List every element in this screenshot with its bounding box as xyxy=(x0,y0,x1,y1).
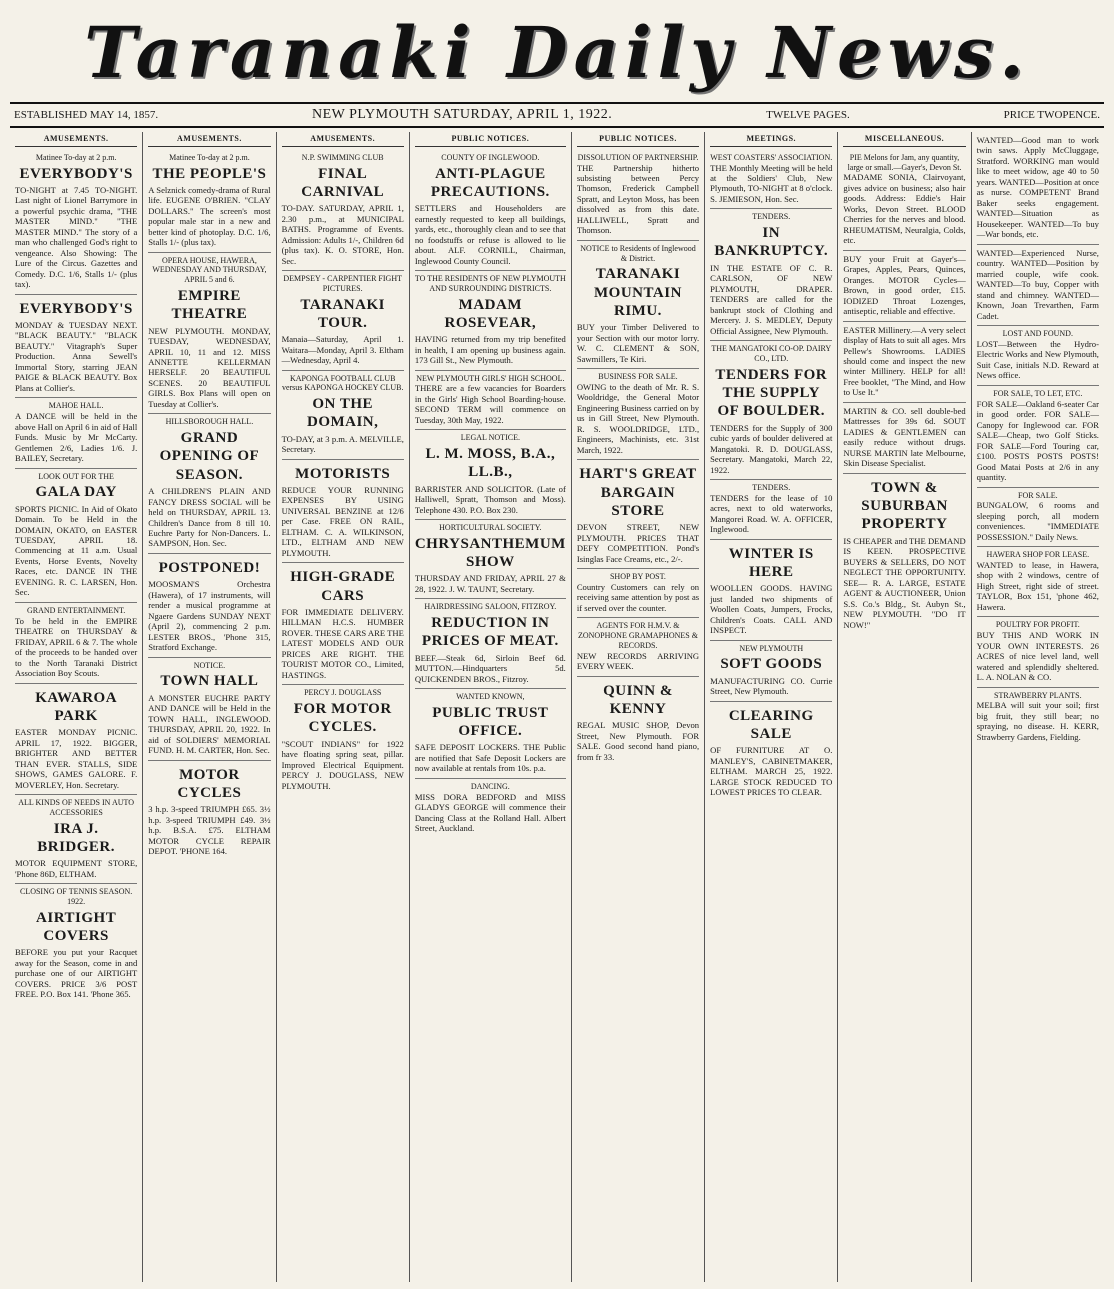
advertisement xyxy=(415,271,566,371)
ad-lead: ALL KINDS OF NEEDS IN AUTO ACCESSORIES xyxy=(18,798,135,817)
ad-body: IN THE ESTATE OF C. R. CARLSON, OF NEW PLYMOUTH, DRAPER. TENDERS are called for the bankrupt stock of Clothing and Mercery. J. S. MEDLEY, Deputy Official Assignee, New Plymouth. xyxy=(710,262,833,336)
ad-body: MOOSMAN'S Orchestra (Hawera), of 17 instruments, will render a musical programme at Ngaere Gardens SUNDAY NEXT (April 2), commencing 2 p.m. LESTER BROS., 'Phone 315, Stratford Exchange. xyxy=(148,579,271,653)
ad-body: MISS DORA BEDFORD and MISS GLADYS GEORGE will commence their Dancing Class at the Rolland Hall. Albert Street, Auckland. xyxy=(414,791,566,834)
advertisement xyxy=(843,403,965,474)
ad-body: TENDERS for the lease of 10 acres, next to old waterworks, Mangorei Road. W. A. OFFICER, Inglewood. xyxy=(710,492,833,535)
ad-title: POSTPONED! xyxy=(158,559,261,576)
ad-lead: HILLSBOROUGH HALL. xyxy=(165,417,254,427)
column-4 xyxy=(410,132,572,1282)
ad-body: FOR IMMEDIATE DELIVERY. HILLMAN H.C.S. HUMBER ROVER. THESE CARS ARE THE LATEST MODELS AND OUR PRICES ARE RIGHT. THE TOURIST MOTOR CO., Limited, HASTINGS. xyxy=(281,606,404,680)
ad-body: BARRISTER AND SOLICITOR. (Late of Halliwell, Spratt, Thomson and Moss). Telephone 430. P.O. Box 230. xyxy=(414,483,566,515)
ad-title: EMPIRE THEATRE xyxy=(171,287,248,323)
ad-title: EVERYBODY'S xyxy=(19,300,133,317)
ad-body: MOTOR EQUIPMENT STORE, 'Phone 86D, ELTHAM. xyxy=(15,858,138,879)
ad-lead: BUSINESS FOR SALE. xyxy=(598,372,678,382)
advertisement xyxy=(710,341,832,480)
newspaper-title: Taranaki Daily News. xyxy=(84,10,1030,94)
ad-lead: NOTICE. xyxy=(193,660,226,670)
advertisement xyxy=(977,688,1099,747)
ad-title: TARANAKI TOUR. xyxy=(300,296,385,331)
ad-body: WANTED to lease, in Hawera, shop with 2 windows, centre of High Street, right side of street. TAYLOR, Box 151, 'phone 462, Hawera. xyxy=(976,559,1099,612)
ad-lead: PIE Melons for Jam, any quantity, large or small.—Gayer's, Devon St. xyxy=(847,152,962,172)
ad-lead: TENDERS. xyxy=(752,212,791,222)
ad-title: GRAND OPENING OF SEASON. xyxy=(159,430,260,483)
column-header: AMUSEMENTS. xyxy=(148,132,270,147)
ad-title: CLEARING SALE xyxy=(728,707,814,742)
ad-body: BEFORE you put your Racquet away for the Season, come in and purchase one of our AIRTIGHT COVERS. PRICE 3/6 POST FREE. P.O. Box 141. 'Phone 365. xyxy=(15,947,138,1000)
advertisement xyxy=(577,569,699,618)
ad-title: IRA J. BRIDGER. xyxy=(37,820,116,855)
ad-body: OWING to the death of Mr. R. S. Wooldridge, the General Motor Engineering Business carried on by us in Gill Street, New Plymouth. R. S. WOOLDRIDGE, LTD., Engineers, Machinists, etc. 31st March, 1922. xyxy=(576,381,700,455)
advertisement xyxy=(577,460,699,569)
ad-title: ON THE DOMAIN, xyxy=(306,396,379,431)
ad-title: MOTORISTS xyxy=(295,465,391,482)
ad-title: WINTER IS HERE xyxy=(728,545,814,580)
ad-body: BEEF.—Steak 6d, Sirloin Beef 6d. MUTTON.—Hindquarters 5d. QUICKENDEN BROS., Fitzroy. xyxy=(414,652,566,684)
ad-body: 3 h.p. 3-speed TRIUMPH £65. 3½ h.p. 3-speed TRIUMPH £49. 3½ h.p. B.S.A. £75. ELTHAM MOTOR CYCLE REPAIR DEPOT. 'PHONE 164. xyxy=(148,804,271,857)
ad-title: REDUCTION IN PRICES OF MEAT. xyxy=(421,615,559,650)
ad-title: GALA DAY xyxy=(35,484,117,501)
advertisement xyxy=(710,540,832,641)
advertisement xyxy=(843,251,965,322)
ad-lead: DISSOLUTION OF PARTNERSHIP. xyxy=(577,152,699,162)
ad-body: NEW RECORDS ARRIVING EVERY WEEK. xyxy=(576,650,700,672)
advertisement xyxy=(148,150,270,253)
ad-lead: GRAND ENTERTAINMENT. xyxy=(27,605,126,615)
ad-body: REDUCE YOUR RUNNING EXPENSES BY USING UNIVERSAL BENZINE at 12/6 per Case. FREE ON RAIL, ELTHAM. C. A. WILKINSON, LTD., ELTHAM AND NEW PLYMOUTH. xyxy=(281,484,404,558)
ad-title: AIRTIGHT COVERS xyxy=(36,909,117,944)
ad-lead: FOR SALE, TO LET, ETC. xyxy=(993,388,1083,398)
ad-body: WOOLLEN GOODS. HAVING just landed two shipments of Woollen Coats, Jumpers, Frocks, Children's Coats. CALL AND INSPECT. xyxy=(710,583,833,636)
ad-body: THURSDAY AND FRIDAY, APRIL 27 & 28, 1922. J. W. TAUNT, Secretary. xyxy=(414,573,566,594)
advertisement xyxy=(15,469,137,603)
advertisement xyxy=(843,474,965,634)
ad-lead: NEW PLYMOUTH xyxy=(739,643,804,653)
ad-lead: HORTICULTURAL SOCIETY. xyxy=(439,523,542,533)
ad-body: BUY your Timber Delivered to your Section with our motor lorry. W. C. CLEMENT & SON, Sawmillers, Te Kiri. xyxy=(576,322,700,364)
advertisement xyxy=(843,322,965,403)
ad-body: MONDAY & TUESDAY NEXT. "BLACK BEAUTY." "BLACK BEAUTY." Vitagraph's Super Production. Anna Sewell's Immortal Story, starring JEAN PAIGE & BLACK BEAUTY. Box Plans at Collier's. xyxy=(15,319,138,393)
ad-body: DEVON STREET, NEW PLYMOUTH. PRICES THAT DEFY COMPETITION. Pond's Isinglas Face Creams, etc., 2/-. xyxy=(576,522,700,564)
ad-body: BUY THIS AND WORK IN YOUR OWN INTERESTS. 26 ACRES of nice level land, well watered and splendidly sheltered. L. A. NOLAN & CO. xyxy=(976,630,1099,683)
advertisement xyxy=(415,150,566,271)
ad-title: HART'S GREAT BARGAIN STORE xyxy=(579,466,697,519)
ad-title: ANTI-PLAGUE PRECAUTIONS. xyxy=(430,165,550,200)
ad-lead: KAPONGA FOOTBALL CLUB versus KAPONGA HOCKEY CLUB. xyxy=(281,373,404,393)
ad-lead: N.P. SWIMMING CLUB xyxy=(301,152,384,162)
ad-body: THE Monthly Meeting will be held at the Soldiers' Club, New Plymouth, TO-NIGHT at 8 o'clock. S. JEMIESON, Hon. Sec. xyxy=(710,162,833,204)
column-header: AMUSEMENTS. xyxy=(282,132,404,147)
ad-title: PUBLIC TRUST OFFICE. xyxy=(432,704,549,740)
ad-body: Country Customers can rely on receiving same attention by post as if served over the counter. xyxy=(576,581,700,613)
columns xyxy=(10,132,1104,1282)
dateline xyxy=(10,102,1104,128)
advertisement xyxy=(415,520,566,599)
advertisement xyxy=(415,599,566,689)
advertisement xyxy=(977,245,1099,326)
ad-lead: NOTICE to Residents of Inglewood & District. xyxy=(580,243,696,263)
ad-title: IN BANKRUPTCY. xyxy=(714,225,829,260)
advertisement xyxy=(415,430,566,520)
ad-body: WANTED—Experienced Nurse, country. WANTED—Position by married couple, wife cook. WANTED—To buy, Copper with stand and chimney. WANTED—Known, Joan Trevarthen, Farm Cadet. xyxy=(976,247,1099,321)
advertisement xyxy=(148,658,270,761)
advertisement xyxy=(15,684,137,796)
ad-body: A Selznick comedy-drama of Rural life. EUGENE O'BRIEN. "CLAY DOLLARS." The screen's most popular male star in a new and better kind of photoplay. D.C. 1/6, Stalls 1/- (plus tax). xyxy=(148,184,271,248)
ad-title: FINAL CARNIVAL xyxy=(301,165,385,200)
advertisement xyxy=(15,795,137,884)
ad-lead: POULTRY FOR PROFIT. xyxy=(995,620,1080,630)
advertisement xyxy=(15,884,137,1004)
ad-title: FOR MOTOR CYCLES. xyxy=(293,701,392,736)
ad-body: REGAL MUSIC SHOP, Devon Street, New Plymouth. FOR SALE. Good second hand piano, from fr 33. xyxy=(576,720,700,762)
advertisement xyxy=(282,563,404,685)
masthead xyxy=(10,6,1104,98)
advertisement xyxy=(148,253,270,415)
ad-body: THERE are a few vacancies for Boarders in the Girls' High School Boarding-house. SECOND TERM will commence on Tuesday, 30th May, 1922. xyxy=(414,383,566,425)
advertisement xyxy=(15,603,137,684)
advertisement xyxy=(415,779,566,838)
ad-lead: STRAWBERRY PLANTS. xyxy=(994,690,1082,700)
ad-lead: MAHOE HALL. xyxy=(48,401,104,411)
price: PRICE TWOPENCE. xyxy=(1003,109,1100,121)
ad-lead: SHOP BY POST. xyxy=(609,572,666,582)
ad-lead: Matinee To-day at 2 p.m. xyxy=(35,152,117,162)
issue-date: NEW PLYMOUTH SATURDAY, APRIL 1, 1922. xyxy=(312,107,613,122)
advertisement xyxy=(977,617,1099,687)
ad-body: TENDERS for the Supply of 300 cubic yards of boulder delivered at Mangatoki. R. D. DOUGLASS, Secretary. Mangatoki, March 22, 1922. xyxy=(710,422,833,475)
ad-body: WANTED—Good man to work twin saws. Apply McCluggage, Stratford. WORKING man would like to meet widow, age 40 to 50 years. WANTED—Position at once as nurse. COMPETENT Brand Baker seeks engagement. WANTED—Situation as Housekeeper. WANTED—To buy—War bonds, etc. xyxy=(976,135,1099,240)
advertisement xyxy=(415,371,566,431)
ad-title: TOWN HALL xyxy=(160,673,259,690)
advertisement xyxy=(148,554,270,658)
ad-body: FOR SALE—Oakland 6-seater Car in good order. FOR SALE—Canopy for Inglewood car. FOR SALE—Cheap, two Golf Sticks. FOR SALE—Ford Touring car, £100. POSTS POSTS POSTS! Good Matai Posts at 2/6 in any quantity. xyxy=(976,398,1099,483)
ad-lead: AGENTS FOR H.M.V. & ZONOPHONE GRAMAPHONES & RECORDS. xyxy=(577,621,698,650)
ad-lead: PERCY J. DOUGLASS xyxy=(304,688,382,698)
advertisement xyxy=(977,132,1099,245)
ad-body: BUY your Fruit at Gayer's—Grapes, Apples, Pears, Quinces, Oranges. MOTOR Cycles—Brown, in good order, £15. IODIZED Throat Lozenges, antiseptic, reliable and effective. xyxy=(843,253,966,317)
ad-title: THE PEOPLE'S xyxy=(152,165,267,182)
advertisement xyxy=(577,150,699,241)
ad-body: A CHILDREN'S PLAIN AND FANCY DRESS SOCIAL will be held on THURSDAY, APRIL 13. Children's Dance from 8 till 10. Euchre Party for Non-Dancers. L. SAMPSON, Hon. Sec. xyxy=(148,486,271,549)
established-date: ESTABLISHED MAY 14, 1857. xyxy=(14,109,159,121)
ad-body: SETTLERS and Householders are earnestly requested to keep all buildings, yards, etc., thoroughly clean and to see that no foodstuffs or refuse is allowed to lie about. ALF. CORNILL, Chairman, Inglewood County Council. xyxy=(414,203,566,266)
ad-body: MARTIN & CO. sell double-bed Mattresses for 39s 6d. SOUT LADIES & GENTLEMEN can easily reduce without drugs. NURSE MARTIN late Melbourne, Skin Disease Specialist. xyxy=(843,405,966,469)
column-header: AMUSEMENTS. xyxy=(15,132,137,147)
advertisement xyxy=(977,547,1099,617)
advertisement xyxy=(282,460,404,564)
ad-body: A MONSTER EUCHRE PARTY AND DANCE will be Held in the TOWN HALL, INGLEWOOD. THURSDAY, APRIL 20, 1922. In aid of SOLDIERS' MEMORIAL FUND. H. M. CARTER, Hon. Sec. xyxy=(148,692,271,756)
ad-lead: WANTED KNOWN, xyxy=(456,692,525,702)
ad-lead: HAIRDRESSING SALOON, FITZROY. xyxy=(424,602,557,612)
ad-body: EASTER Millinery.—A very select display of Hats to suit all ages. Mrs Pellew's Showrooms. LADIES should come and inspect the new winter Millinery. HELP for all! Free booklet, "The Mind, and How to Use It." xyxy=(843,324,966,398)
ad-lead: TO THE RESIDENTS OF NEW PLYMOUTH AND SURROUNDING DISTRICTS. xyxy=(414,274,566,293)
ad-lead: LEGAL NOTICE. xyxy=(460,433,520,443)
column-7 xyxy=(838,132,971,1282)
ad-body: A DANCE will be held in the above Hall on April 6 in aid of Hall Funds. Music by Mr McCarty. Gentlemen 2/6, Ladies 1/6. J. BAILEY, Secretary. xyxy=(15,411,138,464)
column-header: MISCELLANEOUS. xyxy=(843,132,965,147)
ad-body: MELBA will suit your soil; first big fruit, they still bear; no spraying, no disease. H. KERR, Strawberry Gardens, Fielding. xyxy=(976,700,1099,742)
ad-lead: DEMPSEY - CARPENTIER FIGHT PICTURES. xyxy=(283,274,402,293)
advertisement xyxy=(710,150,832,210)
advertisement xyxy=(977,326,1099,386)
column-2 xyxy=(143,132,276,1282)
ad-title: MADAM ROSEVEAR, xyxy=(444,296,537,331)
ad-body: TO-NIGHT at 7.45 TO-NIGHT. Last night of Lionel Barrymore in a powerful psychic drama, "THE MASTER MIND." "THE MASTER MIND." The story of a man who challenged God's right to vengeance. Also Showing: The Lure of the Circus. Gazettes and Comedy. D.C. 1/6, Stalls 1/- (plus tax). xyxy=(15,184,138,290)
ad-body: MANUFACTURING CO. Currie Street, New Plymouth. xyxy=(710,675,833,697)
advertisement xyxy=(148,761,270,861)
ad-body: TO-DAY. SATURDAY, APRIL 1, 2.30 p.m., at MUNICIPAL BATHS. Programme of Events. Admission: Adults 1/-, Children 6d (plus tax). K. O. STORE, Hon. Sec. xyxy=(281,203,404,266)
ad-lead: LOOK OUT FOR THE xyxy=(38,471,114,481)
ad-title: QUINN & KENNY xyxy=(603,682,673,717)
ad-title: SOFT GOODS xyxy=(720,656,823,673)
ad-title: KAWAROA PARK xyxy=(35,689,118,724)
ad-body: TO-DAY, at 3 p.m. A. MELVILLE, Secretary. xyxy=(281,433,404,455)
ad-title: EVERYBODY'S xyxy=(19,165,133,182)
advertisement xyxy=(843,150,965,251)
ad-body: NEW PLYMOUTH. MONDAY, TUESDAY, WEDNESDAY, APRIL 10, 11 and 12. MISS ANNETTE KELLERMAN HERSELF. 20 BEAUTIFUL SCENES. 20 BEAUTIFUL GIRLS. Box Plans will open on Tuesday at Collier's. xyxy=(148,325,271,409)
column-header: PUBLIC NOTICES. xyxy=(415,132,566,147)
ad-body: IS CHEAPER and THE DEMAND IS KEEN. PROSPECTIVE BUYERS & SELLERS, DO NOT NEGLECT THE OPPORTUNITY. SEE— R. A. LARGE, ESTATE AGENT & AUCTIONEER, Union S.S. Co.'s Bldg., St. Aubyn St., NEW PLYMOUTH. "DO IT NOW!" xyxy=(843,535,966,630)
advertisement xyxy=(415,689,566,779)
ad-body: BUNGALOW, 6 rooms and sleeping porch, all modern conveniences. "IMMEDIATE POSSESSION." Daily News. xyxy=(976,500,1099,542)
column-header: MEETINGS. xyxy=(710,132,832,147)
ad-body: "SCOUT INDIANS" for 1922 have floating spring seat, pillar. Improved Electrical Equipment. PERCY J. DOUGLASS, NEW PLYMOUTH. xyxy=(281,738,404,791)
ad-title: TARANAKI MOUNTAIN RIMU. xyxy=(594,266,682,319)
advertisement xyxy=(577,241,699,369)
ad-lead: Matinee To-day at 2 p.m. xyxy=(169,152,250,162)
column-6 xyxy=(705,132,838,1282)
ad-body: SAFE DEPOSIT LOCKERS. THE Public are notified that Safe Deposit Lockers are now available at rentals from 10s. p.a. xyxy=(414,742,566,774)
advertisement xyxy=(577,618,699,676)
ad-title: HIGH-GRADE CARS xyxy=(290,569,396,604)
ad-title: L. M. MOSS, B.A., LL.B., xyxy=(425,445,556,481)
advertisement xyxy=(710,480,832,540)
advertisement xyxy=(710,641,832,702)
advertisement xyxy=(282,150,404,271)
advertisement xyxy=(577,369,699,460)
ad-body: EASTER MONDAY PICNIC. APRIL 17, 1922. BIGGER, BRIGHTER AND BETTER THAN EVER. STALLS, SIDE SHOWS, GAMES GALORE. F. MOVERLEY, Hon. Secretary. xyxy=(15,727,138,790)
ad-title: TENDERS FOR THE SUPPLY OF BOULDER. xyxy=(715,366,828,420)
advertisement xyxy=(282,271,404,371)
advertisement xyxy=(710,702,832,802)
advertisement xyxy=(282,685,404,795)
ad-lead: TENDERS. xyxy=(752,482,791,492)
ad-title: TOWN & SUBURBAN PROPERTY xyxy=(861,479,948,533)
column-1 xyxy=(10,132,143,1282)
ad-body: MADAME SONIA, Clairvoyant, gives advice on business; also hair goods. Address: Eddie's Hair Works, Devon Street. BLOOD Cherries for the nerves and blood. RHEUMATISM, Neuralgia, Colds, etc. xyxy=(843,172,966,246)
ad-body: SPORTS PICNIC. In Aid of Okato Domain. To be Held in the DOMAIN, OKATO, on EASTER TUESDAY, APRIL 18. Commencing at 11 a.m. Usual Events, Horse Events, Novelty Races, etc. DANCE IN THE EVENING. R. C. LARSEN, Hon. Sec. xyxy=(15,503,138,598)
ad-lead: COUNTY OF INGLEWOOD. xyxy=(441,152,540,162)
advertisement xyxy=(15,295,137,399)
ad-lead: OPERA HOUSE, HAWERA, WEDNESDAY AND THURSDAY, APRIL 5 and 6. xyxy=(152,255,267,285)
advertisement xyxy=(577,677,699,767)
ad-lead: LOST AND FOUND. xyxy=(1002,329,1073,339)
column-header: PUBLIC NOTICES. xyxy=(577,132,699,147)
ad-lead: HAWERA SHOP FOR LEASE. xyxy=(986,550,1090,560)
ad-body: HAVING returned from my trip benefited in health, I am opening up business again. 173 Gill St., New Plymouth. xyxy=(414,334,566,366)
ad-body: To be held in the EMPIRE THEATRE on THURSDAY & FRIDAY, APRIL 6 & 7. The whole of the proceeds to be handed over to the North Taranaki District Association Boy Scouts. xyxy=(15,615,138,679)
advertisement xyxy=(148,414,270,554)
advertisement xyxy=(710,209,832,341)
advertisement xyxy=(977,488,1099,548)
ad-lead: WEST COASTERS' ASSOCIATION. xyxy=(710,152,833,162)
ad-lead: CLOSING OF TENNIS SEASON. 1922. xyxy=(19,887,133,906)
column-3 xyxy=(277,132,410,1282)
ad-body: Manaia—Saturday, April 1. Waitara—Monday, April 3. Eltham—Wednesday, April 4. xyxy=(281,334,404,366)
advertisement xyxy=(977,386,1099,488)
column-8 xyxy=(972,132,1104,1282)
ad-body: LOST—Between the Hydro-Electric Works and New Plymouth, Suit Case, initials N.D. Reward at News office. xyxy=(976,338,1099,381)
advertisement xyxy=(282,371,404,460)
ad-body: OF FURNITURE AT O. MANLEY'S, CABINETMAKER, ELTHAM. MARCH 25, 1922. LARGE STOCK REDUCED TO LOWEST PRICES TO CLEAR. xyxy=(710,745,833,798)
ad-lead: THE MANGATOKI CO-OP. DAIRY CO., LTD. xyxy=(711,344,832,363)
ad-lead: NEW PLYMOUTH GIRLS' HIGH SCHOOL. xyxy=(416,373,565,383)
ad-title: MOTOR CYCLES xyxy=(177,766,242,801)
column-5 xyxy=(572,132,705,1282)
page-count: TWELVE PAGES. xyxy=(766,109,850,121)
ad-title: CHRYSANTHEMUM SHOW xyxy=(414,535,566,571)
ad-lead: FOR SALE. xyxy=(1018,490,1058,500)
ad-body: THE Partnership hitherto subsisting between Percy Thomson, Frederick Campbell Spratt, and Leyton Moss, has been dissolved as from this date. HALLIWELL, Spratt and Thomson. xyxy=(576,162,700,236)
advertisement xyxy=(15,398,137,468)
advertisement xyxy=(15,150,137,295)
ad-lead: DANCING. xyxy=(470,781,510,791)
